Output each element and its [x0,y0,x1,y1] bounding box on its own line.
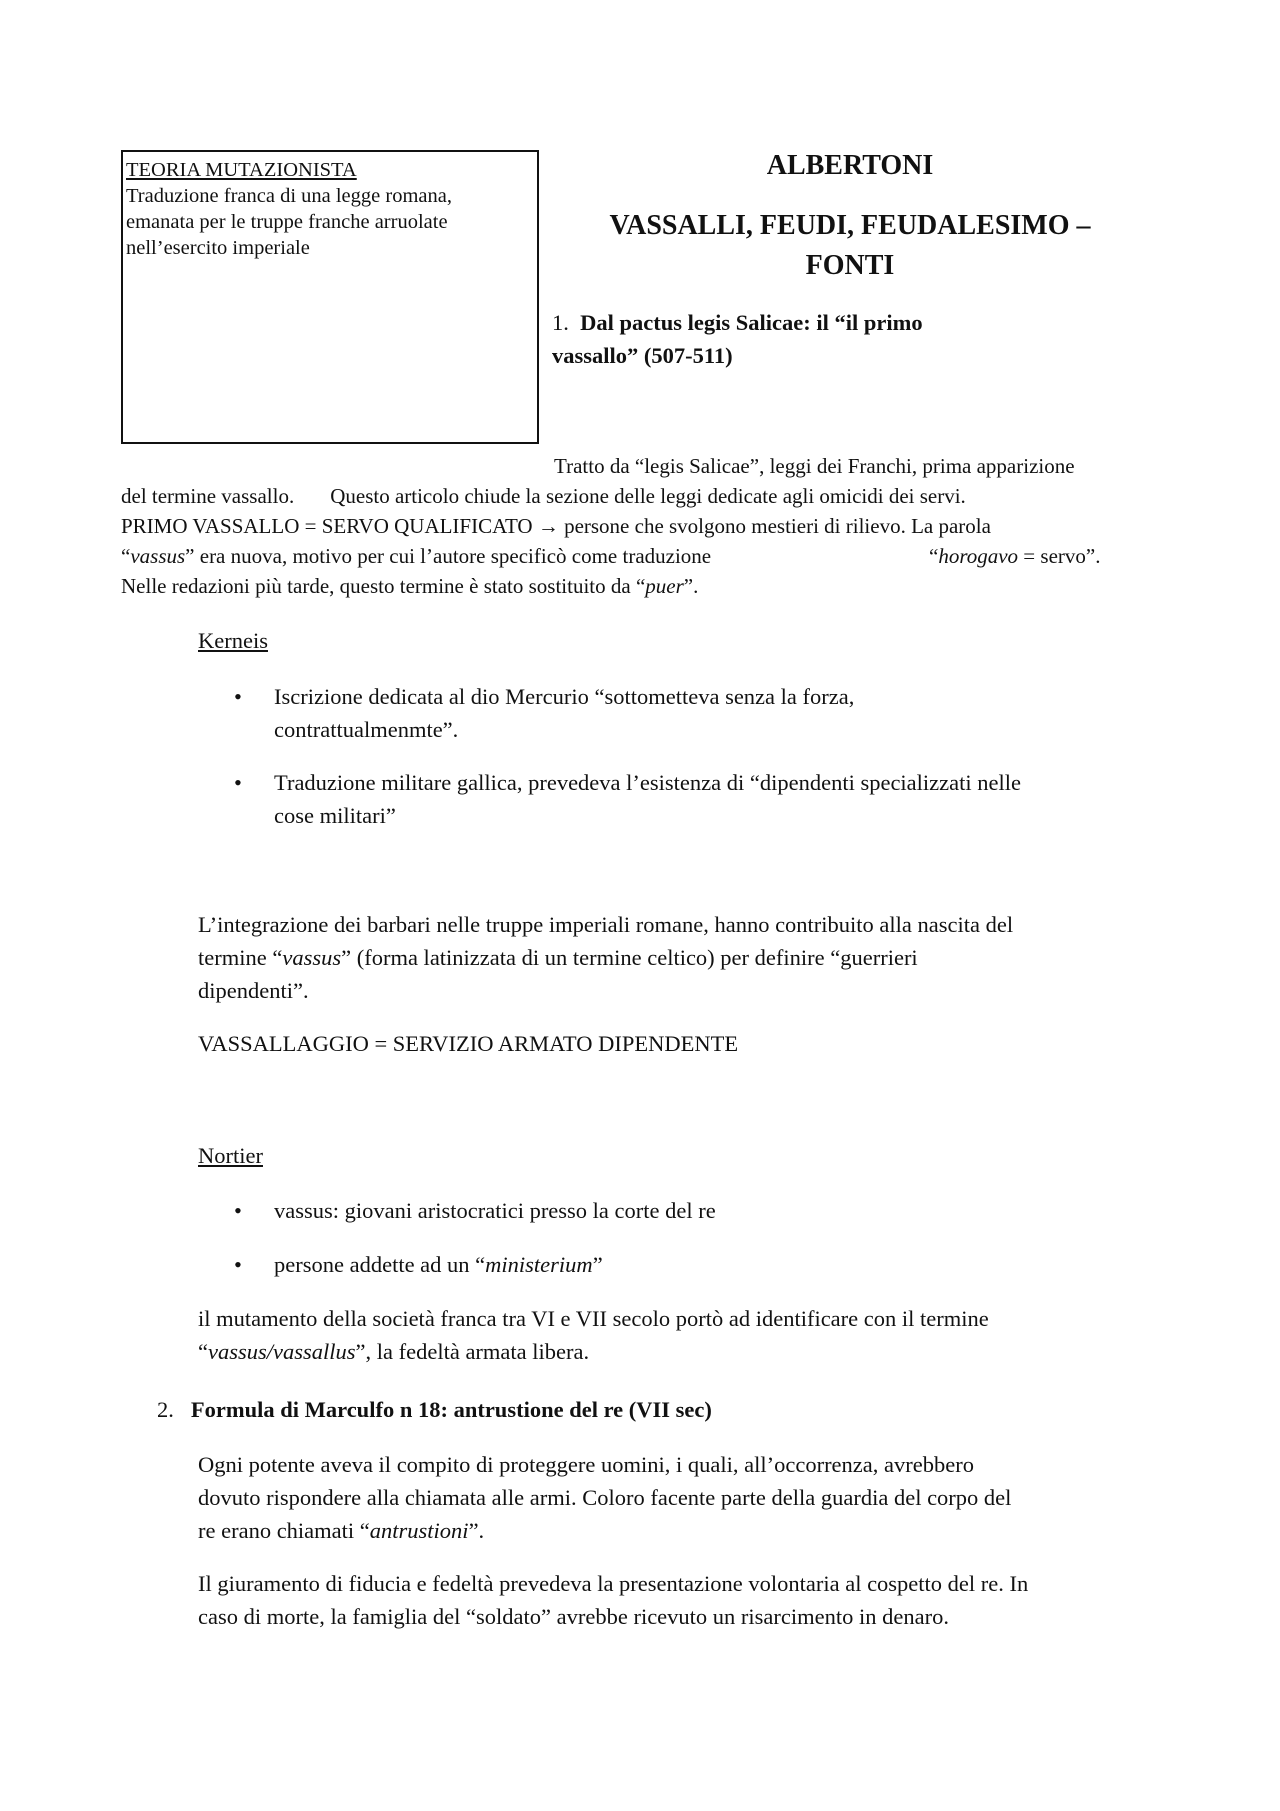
section-2-paragraph-1: Ogni potente aveva il compito di proteggere uomini, i quali, all’occorrenza, avrebbero dovuto rispondere alla chiamata alle armi. Coloro facente parte della guardia del corpo del re erano chiamati “antrustioni”. [198,1452,1012,1543]
author-name: ALBERTONI [766,150,934,181]
para-line: PRIMO VASSALLO = SERVO QUALIFICATO → persone che svolgono mestieri di rilievo. La parola [121,514,991,538]
list-item: • persone addette ad un “ministerium” [234,1248,603,1281]
list-item: • Traduzione militare gallica, prevedeva l’esistenza di “dipendenti specializzati nelle cose militari” [234,766,1184,832]
bullet-icon: • [234,1252,242,1277]
bullet-icon: • [234,684,242,709]
theory-box-line: Traduzione franca di una legge romana, [126,185,452,207]
list-item: • vassus: giovani aristocratici presso la corte del re [234,1194,716,1227]
list-item: • Iscrizione dedicata al dio Mercurio “sottometteva senza la forza, contrattualmenmte”. [234,680,1184,746]
theory-box [121,150,539,444]
vassallaggio-definition: VASSALLAGGIO = SERVIZIO ARMATO DIPENDENTE [198,1031,739,1056]
arrow-icon: → [537,514,559,538]
para-line: del termine vassallo. Questo articolo chiude la sezione delle leggi dedicate agli omicidi dei servi. [121,484,966,508]
theory-box-line: nell’esercito imperiale [126,237,310,259]
section-number: 2. [157,1397,174,1422]
theory-box-title: TEORIA MUTAZIONISTA [126,159,357,181]
nortier-label: Nortier [198,1143,263,1168]
bullet-icon: • [234,1198,242,1223]
kerneis-label: Kerneis [198,628,268,653]
theory-box-line: emanata per le truppe franche arruolate [126,211,448,233]
section-2-title: Formula di Marculfo n 18: antrustione del re (VII sec) [190,1397,712,1422]
section-2-paragraph-2: Il giuramento di fiducia e fedeltà prevedeva la presentazione volontaria al cospetto del re. In caso di morte, la famiglia del “soldato” avrebbe ricevuto un risarcimento in denaro. [198,1571,1029,1629]
para-line: Nelle redazioni più tarde, questo termine è stato sostituito da “puer”. [121,574,699,598]
integration-paragraph: L’integrazione dei barbari nelle truppe imperiali romane, hanno contribuito alla nascita del termine “vassus” (forma latinizzata di un termine celtico) per definire “guerrieri dipendenti”. [198,912,1014,1003]
document-title [585,206,1115,286]
section-number: 1. [552,310,569,335]
heading-line-2: vassallo” (507-511) [552,343,733,368]
para-line: Tratto da “legis Salicae”, leggi dei Franchi, prima apparizione [554,454,1075,478]
para-line: “vassus” era nuova, motivo per cui l’autore specificò come traduzione “horogavo = servo”. [121,544,1101,568]
bullet-icon: • [234,770,242,795]
heading-line-1: Dal pactus legis Salicae: il “il primo [580,310,923,335]
section-1-heading [552,306,1022,372]
title-line-2: FONTI [805,250,895,281]
section-2-heading [157,1393,712,1426]
mutamento-paragraph: il mutamento della società franca tra VI e VII secolo portò ad identificare con il termine “vassus/vassallus”, la fedeltà armata libera. [198,1306,989,1364]
title-line-1: VASSALLI, FEUDI, FEUDALESIMO – [609,210,1091,241]
